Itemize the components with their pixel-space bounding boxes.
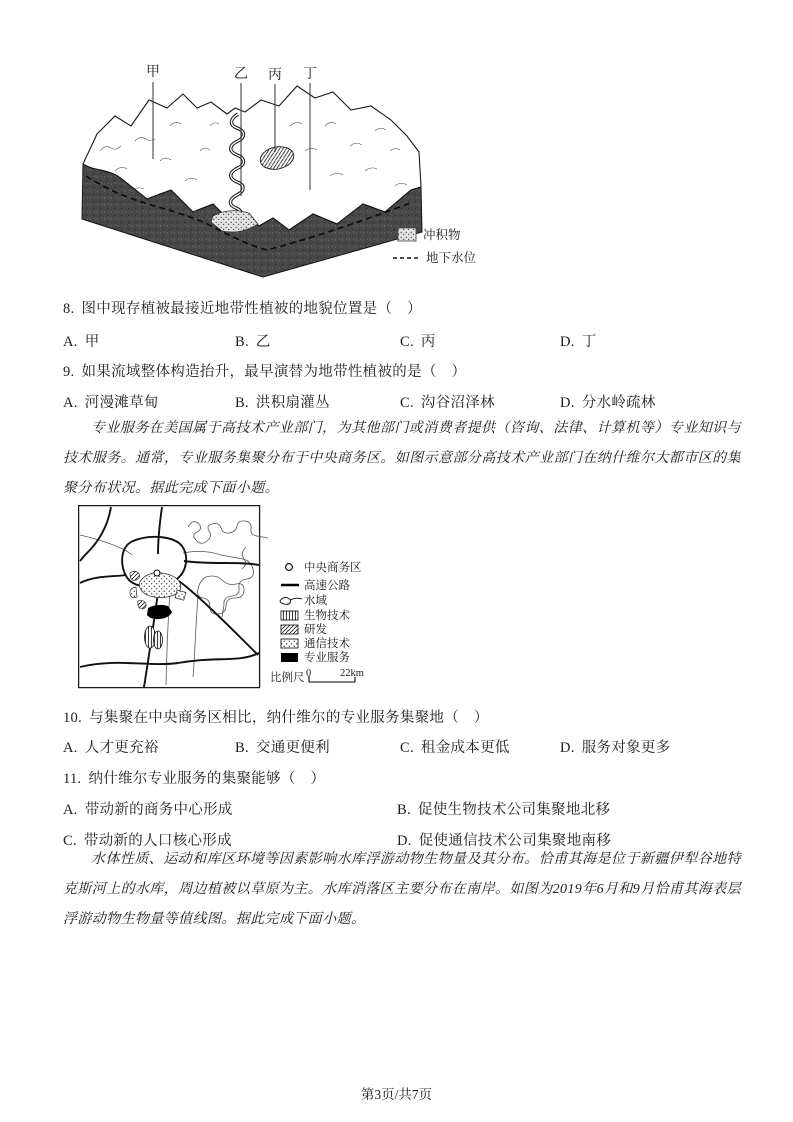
legend-cbd-icon: [286, 564, 293, 571]
legend-biotech-icon: [281, 611, 298, 620]
question-9-text: 如果流域整体构造抬升，最早演替为地带性植被的是（ ）: [81, 364, 467, 380]
question-9-number: 9.: [63, 364, 75, 380]
legend-water-label: 水域: [304, 595, 327, 607]
q10-option-d: D. 服务对象更多: [560, 740, 671, 756]
q8-option-a: A. 甲: [63, 334, 100, 350]
water-table-label: 地下水位: [426, 251, 477, 265]
question-8-options: [0, 330, 793, 350]
legend-telecom-label: 通信技术: [304, 638, 350, 650]
question-9-options: [0, 391, 793, 411]
legend-rd-label: 研发: [304, 624, 327, 636]
q8-option-c: C. 丙: [400, 334, 436, 350]
scale-end: 22km: [340, 668, 364, 679]
question-11: [63, 767, 325, 788]
map-cbd-marker: [154, 570, 160, 576]
legend-water-icon: [280, 597, 302, 604]
q11-option-c: C. 带动新的人口核心形成: [63, 833, 232, 849]
legend-rd-icon: [281, 625, 298, 634]
q8-option-b: B. 乙: [235, 334, 271, 350]
alluvium-label: 冲积物: [423, 228, 461, 242]
terrain-block-figure: [75, 56, 515, 292]
passage-professional-services: 专业服务在美国属于高技术产业部门，为其他部门或消费者提供（咨询、法律、计算机等）专业知识与技术服务。通常，专业服务集聚分布于中央商务区。如图示意部分高技术产业部门在纳什维尔大都市区的集聚分布状况。据此完成下面小题。: [63, 421, 741, 496]
question-11-options-row1: [0, 798, 793, 818]
question-9: [63, 360, 466, 381]
question-10-options: [0, 736, 793, 756]
point-label-jia: 甲: [146, 65, 160, 80]
question-10-text: 与集聚在中央商务区相比，纳什维尔的专业服务集聚地（ ）: [89, 710, 489, 726]
point-label-ding: 丁: [303, 67, 317, 82]
legend-cbd-label: 中央商务区: [304, 562, 362, 574]
q11-option-a: A. 带动新的商务中心形成: [63, 802, 233, 818]
point-label-bing: 丙: [268, 68, 282, 83]
question-10-number: 10.: [63, 710, 83, 726]
legend-professional-label: 专业服务: [304, 652, 350, 664]
q10-option-a: A. 人才更充裕: [63, 740, 159, 756]
passage-reservoir-zooplankton: 水体性质、运动和库区环境等因素影响水库浮游动物生物量及其分布。恰甫其海是位于新疆伊犁谷地特克斯河上的水库，周边植被以草原为主。水库消落区主要分布在南岸。如图为2019年6月和9月恰甫其海表层浮游动物生物量等值线图。据此完成下面小题。: [63, 852, 741, 927]
question-8: [63, 297, 422, 318]
scale-start: 0: [306, 668, 312, 679]
q11-option-b: B. 促使生物技术公司集聚地北移: [397, 802, 611, 818]
page-number-footer: 第3页/共7页: [360, 1087, 433, 1102]
q9-option-d: D. 分水岭疏林: [560, 395, 656, 411]
q9-option-a: A. 河漫滩草甸: [63, 395, 159, 411]
figure2-legend: [270, 560, 364, 684]
question-11-text: 纳什维尔专业服务的集聚能够（ ）: [88, 771, 326, 787]
q11-option-d: D. 促使通信技术公司集聚地南移: [397, 833, 612, 849]
figure1-legend: [393, 227, 477, 265]
question-8-number: 8.: [63, 301, 75, 317]
q10-option-b: B. 交通更便利: [235, 740, 330, 756]
legend-biotech-label: 生物技术: [304, 610, 350, 622]
q8-option-d: D. 丁: [560, 334, 597, 350]
legend-telecom-icon: [281, 639, 298, 648]
q9-option-b: B. 洪积扇灌丛: [235, 395, 330, 411]
point-label-yi: 乙: [234, 67, 248, 82]
alluvium-swatch: [398, 228, 416, 241]
legend-professional-icon: [281, 653, 298, 662]
nashville-map-figure: [78, 505, 380, 691]
question-11-number: 11.: [63, 771, 82, 787]
q10-option-c: C. 租金成本更低: [400, 740, 510, 756]
map-scale-bar: [270, 668, 364, 684]
q9-option-c: C. 沟谷沼泽林: [400, 395, 495, 411]
legend-highway-label: 高速公路: [304, 580, 350, 592]
question-10: [63, 706, 489, 727]
question-8-text: 图中现存植被最接近地带性植被的地貌位置是（ ）: [81, 301, 422, 317]
scale-label: 比例尺: [270, 672, 305, 684]
